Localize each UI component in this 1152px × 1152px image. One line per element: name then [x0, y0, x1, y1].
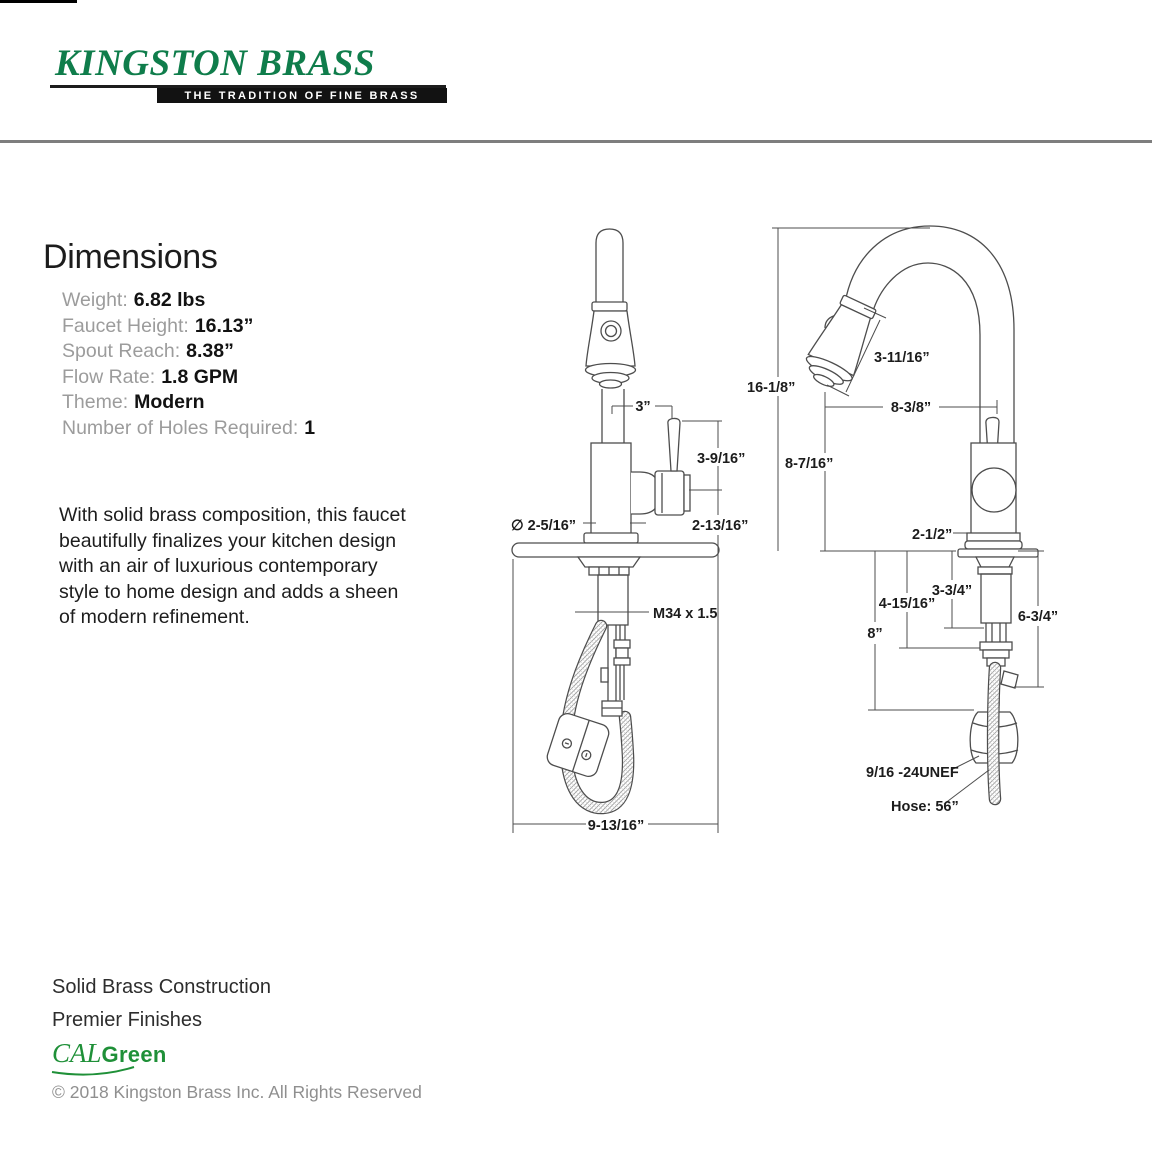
handle-housing: [655, 471, 684, 515]
dim-label-shank-thread: M34 x 1.5: [653, 606, 718, 622]
side-supply-tube-lower: [620, 665, 624, 700]
fitting-mid: [983, 650, 1009, 658]
dim-label-base-width: 9-13/16”: [587, 818, 645, 834]
aerator-tip: [600, 380, 622, 388]
dim-label-connection-depth: 8”: [867, 626, 883, 642]
counterweight-body: [545, 711, 611, 778]
supply-nut-mid: [616, 648, 628, 658]
dim-label-fitting-depth: 4-15/16”: [878, 596, 936, 612]
mounting-washer: [578, 557, 640, 567]
logo-tagline: THE TRADITION OF FINE BRASS: [184, 89, 420, 102]
locknut-side: [978, 567, 1012, 574]
dim-label-outlet-height: 8-7/16”: [785, 456, 834, 472]
spec-row-spout-reach: [62, 340, 315, 366]
spec-value: 1: [304, 416, 316, 439]
spec-value: 1.8 GPM: [161, 365, 239, 388]
calgreen-swoosh: [49, 1064, 137, 1078]
hose-clip-side: [1001, 671, 1018, 688]
dim-label-base-depth: 2-1/2”: [912, 527, 953, 543]
spec-list: [62, 289, 315, 443]
spec-label: Number of Holes Required:: [62, 416, 299, 439]
technical-diagrams: [480, 210, 1080, 860]
sprayer-collar: [592, 302, 627, 311]
hose-clip: [601, 668, 608, 682]
copyright-text: © 2018 Kingston Brass Inc. All Rights Reserved: [52, 1082, 422, 1102]
spec-row-weight: [62, 289, 315, 315]
dim-label-spout-to-handle: 3”: [635, 399, 651, 415]
dim-label-hose-thread: 9/16 -24UNEF: [866, 765, 959, 781]
spec-row-faucet-height: [62, 315, 315, 341]
dim-8in-lines: [868, 551, 974, 710]
side-supply-tube: [620, 625, 625, 640]
threaded-shank: [598, 575, 628, 625]
supply-nut-low: [614, 658, 630, 665]
threaded-shank-side: [981, 574, 1011, 623]
spec-row-theme: [62, 391, 315, 417]
logo-tagline-bar: [157, 88, 447, 103]
spec-label: Flow Rate:: [62, 365, 156, 388]
dim-label-under-counter: 6-3/4”: [1017, 609, 1059, 625]
spec-row-holes: [62, 417, 315, 443]
spec-value: 8.38”: [186, 340, 234, 363]
base-flange: [584, 533, 638, 543]
lower-tube: [602, 389, 624, 443]
calgreen-cal-text: CAL: [52, 1038, 102, 1068]
front-view-diagram: [511, 229, 748, 834]
faucet-body: [591, 443, 631, 535]
dim-label-hose-length: Hose: 56”: [891, 799, 959, 815]
dim-label-shank-depth: 3-3/4”: [931, 583, 973, 599]
pulldown-sprayer: [799, 292, 882, 395]
spec-value: Modern: [134, 391, 205, 414]
spec-label: Weight:: [62, 289, 128, 311]
column-collar: [965, 541, 1022, 549]
deck-plate: [512, 543, 719, 557]
feature-solid-brass: Solid Brass Construction: [52, 976, 271, 998]
hose-side-texture: [993, 668, 995, 799]
spec-row-flow-rate: [62, 366, 315, 392]
base-plate-side: [958, 549, 1038, 557]
spec-value: 6.82 lbs: [133, 289, 206, 311]
dim-label-handle-to-deck: 2-13/16”: [692, 518, 749, 534]
supply-nut: [614, 640, 630, 648]
dim-label-body-diameter: ∅ 2-5/16”: [511, 518, 577, 534]
column-flange: [967, 533, 1020, 541]
side-view-diagram: [747, 226, 1058, 815]
feature-premier-finishes: Premier Finishes: [52, 1009, 203, 1031]
counterweight: [545, 711, 611, 778]
dim-label-handle-height: 3-9/16”: [697, 451, 746, 467]
spec-label: Theme:: [62, 391, 129, 414]
sprayer-button: [601, 321, 621, 341]
dim-label-overall-height: 16-1/8”: [747, 380, 796, 396]
handle-housing-cap: [684, 475, 690, 511]
brand-logo-text: KINGSTON BRASS: [55, 43, 375, 84]
spec-value: 16.13”: [194, 314, 254, 337]
spec-label: Faucet Height:: [62, 314, 189, 337]
top-edge-mark: [0, 0, 77, 3]
handle-ball-joint: [972, 468, 1016, 512]
spec-label: Spout Reach:: [62, 340, 181, 363]
dim-label-spout-reach: 8-3/8”: [890, 400, 932, 416]
header-divider: [0, 140, 1152, 143]
calgreen-green-text: Green: [101, 1042, 167, 1067]
fitting-top: [980, 642, 1012, 650]
mounting-washer-side: [976, 557, 1014, 567]
dim-label-sprayer-length: 3-11/16”: [874, 350, 930, 366]
product-description: With solid brass composition, this faucet beautifully finalizes your kitchen design with an air of luxurious contemporary style to home design and adds a sheen of modern refinement.: [59, 504, 406, 628]
supply-tubes-side: [986, 623, 1006, 642]
handle-lever: [668, 418, 680, 471]
page-title: Dimensions: [43, 238, 218, 276]
